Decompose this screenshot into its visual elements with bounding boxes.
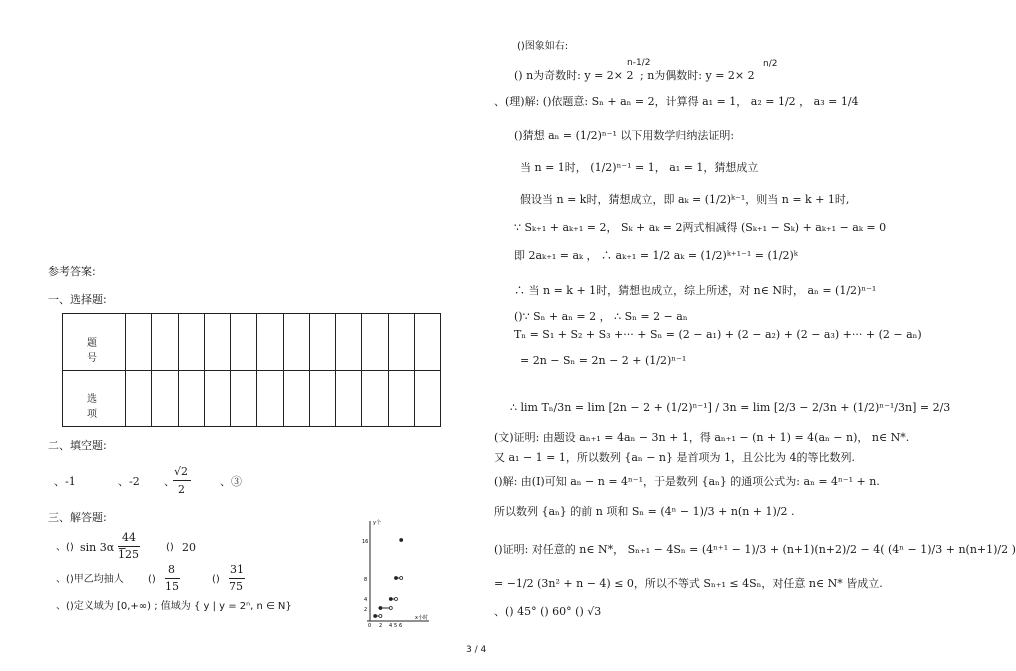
q2-part2-denominator: 15 — [165, 580, 179, 593]
graph-open-point — [400, 577, 403, 580]
table-cell — [152, 370, 178, 427]
graph-point — [400, 539, 403, 542]
section-solution-heading: 三、解答题: — [48, 511, 107, 524]
table-cell — [257, 370, 283, 427]
fill-answer-4: 、③ — [220, 475, 242, 488]
table-cell — [231, 314, 257, 371]
y-tick-2: 2 — [364, 607, 368, 613]
r1-line: ()图象如右: — [517, 41, 569, 52]
fill-answer-3-numerator: √2 — [174, 465, 189, 478]
graph-open-point — [389, 607, 392, 610]
q2-part2-label: () — [148, 574, 156, 585]
step-graph — [355, 515, 435, 627]
table-row — [63, 314, 441, 371]
table-cell — [336, 370, 362, 427]
x-tick-6: 6 — [399, 623, 403, 629]
reference-answer-title: 参考答案: — [48, 265, 96, 278]
table-cell — [309, 370, 335, 427]
section-fill-heading: 二、填空题: — [48, 439, 107, 452]
table-cell — [152, 314, 178, 371]
table-cell — [362, 314, 388, 371]
graph-open-point — [395, 598, 398, 601]
fill-answer-3-prefix: 、 — [164, 475, 175, 488]
y-tick-4: 4 — [364, 597, 368, 603]
y-axis-label: y个 — [373, 520, 381, 526]
fraction-bar — [229, 578, 245, 579]
r11-line: Tₙ = S₁ + S₂ + S₃ +··· + Sₙ = (2 − a₁) + (2 − a₂) + (2 − a₃) +··· + (2 − aₙ) — [514, 328, 922, 341]
r2-odd: () n为奇数时: y = 2× 2 — [514, 69, 634, 82]
table-cell — [257, 314, 283, 371]
x-tick-2: 2 — [379, 623, 383, 629]
x-tick-5: 5 — [394, 623, 398, 629]
r7-line: ∵ Sₖ₊₁ + aₖ₊₁ = 2， Sₖ + aₖ = 2两式相减得 (Sₖ₊₁ − Sₖ) + aₖ₊₁ − aₖ = 0 — [514, 221, 887, 234]
table-row-label-option: 选 项 — [63, 370, 126, 427]
r15-line: 又 a₁ − 1 = 1，所以数列 {aₙ − n} 是首项为 1，且公比为 4的等比数列. — [494, 451, 855, 464]
r9-line: ∴ 当 n = k + 1时，猜想也成立，综上所述，对 n∈ N时， aₙ = (1/2)ⁿ⁻¹ — [514, 284, 877, 297]
q2-part3-denominator: 75 — [229, 580, 243, 593]
table-cell — [178, 370, 204, 427]
r3-line: 、(理)解: ()依题意: Sₙ + aₙ = 2，计算得 a₁ = 1， a₂ = 1/2 ， a₃ = 1/4 — [494, 95, 859, 108]
r16-line: ()解: 由(Ⅰ)可知 aₙ − n = 4ⁿ⁻¹，于是数列 {aₙ} 的通项公式为: aₙ = 4ⁿ⁻¹ + n. — [494, 475, 880, 488]
page-number: 3 / 4 — [466, 645, 487, 655]
fraction-bar — [118, 546, 140, 547]
table-cell — [204, 314, 230, 371]
q1-numerator: 44 — [122, 531, 136, 544]
r8-line: 即 2aₖ₊₁ = aₖ ， ∴ aₖ₊₁ = 1/2 aₖ = (1/2)ᵏ⁺¹⁻¹ = (1/2)ᵏ — [514, 249, 798, 262]
q2-part3-numerator: 31 — [230, 563, 244, 576]
q2-part2-numerator: 8 — [168, 563, 175, 576]
graph-point — [389, 598, 392, 601]
q3-answer: 、()定义域为 [0,+∞) ; 值域为 { y | y = 2ⁿ, n ∈ N} — [56, 601, 292, 612]
graph-marks — [374, 539, 403, 618]
x-tick-4: 4 — [389, 623, 393, 629]
r14-line: (文)证明: 由题设 aₙ₊₁ = 4aₙ − 3n + 1，得 aₙ₊₁ − (n + 1) = 4(aₙ − n)， n∈ N*. — [494, 431, 910, 444]
r2-even: ; n为偶数时: y = 2× 2 — [640, 69, 755, 82]
table-row-label-number: 题 号 — [63, 314, 126, 371]
table-cell — [204, 370, 230, 427]
q1-lead: 、() — [56, 542, 74, 553]
r4-line: ()猜想 aₙ = (1/2)ⁿ⁻¹ 以下用数学归纳法证明: — [514, 129, 735, 142]
r6-line: 假设当 n = k时，猜想成立，即 aₖ = (1/2)ᵏ⁻¹，则当 n = k + 1时, — [520, 193, 850, 206]
graph-point — [374, 615, 377, 618]
table-cell — [362, 370, 388, 427]
section-choice-heading: 一、选择题: — [48, 293, 107, 306]
graph-point — [395, 577, 398, 580]
q2-part3-label: () — [212, 574, 220, 585]
table-cell — [178, 314, 204, 371]
r18-line: ()证明: 对任意的 n∈ N*， Sₙ₊₁ − 4Sₙ = (4ⁿ⁺¹ − 1)/3 + (n+1)(n+2)/2 − 4( (4ⁿ − 1)/3 + n(n+1)/2 ) — [494, 543, 1016, 556]
x-axis-label: x小时 — [415, 615, 428, 621]
r2-even-exponent: n/2 — [763, 59, 778, 69]
q1-expression: sin 3α = — [80, 541, 127, 554]
table-cell — [309, 314, 335, 371]
y-tick-8: 8 — [364, 577, 368, 583]
table-cell — [388, 314, 414, 371]
r5-line: 当 n = 1时， (1/2)ⁿ⁻¹ = 1， a₁ = 1，猜想成立 — [520, 161, 759, 174]
answer-table — [62, 313, 441, 427]
table-cell — [283, 370, 309, 427]
q1-part2-value: 20 — [182, 541, 196, 554]
graph-open-point — [379, 615, 382, 618]
r19-line: = −1/2 (3n² + n − 4) ≤ 0，所以不等式 Sₙ₊₁ ≤ 4Sₙ，对任意 n∈ N* 皆成立. — [494, 577, 883, 590]
fraction-bar — [165, 578, 180, 579]
fill-answer-2: 、-2 — [118, 475, 140, 488]
q2-lead: 、()甲乙均抽人 — [56, 574, 124, 585]
r10-line: ()∵ Sₙ + aₙ = 2 ， ∴ Sₙ = 2 − aₙ — [514, 310, 688, 323]
r20-line: 、() 45° () 60° () √3 — [494, 605, 602, 618]
r12-line: = 2n − Sₙ = 2n − 2 + (1/2)ⁿ⁻¹ — [520, 354, 687, 367]
fill-answer-1: 、-1 — [54, 475, 76, 488]
table-cell — [126, 370, 152, 427]
q1-part2-label: () — [166, 542, 174, 553]
table-cell — [126, 314, 152, 371]
fill-answer-3-denominator: 2 — [178, 483, 185, 496]
table-cell — [388, 370, 414, 427]
table-cell — [336, 314, 362, 371]
y-tick-16: 16 — [362, 539, 369, 545]
r13-line: ∴ lim Tₙ/3n = lim [2n − 2 + (1/2)ⁿ⁻¹] / 3n = lim [2/3 − 2/3n + (1/2)ⁿ⁻¹/3n] = 2/3 — [510, 401, 951, 414]
table-cell — [414, 370, 440, 427]
table-cell — [414, 314, 440, 371]
table-row — [63, 370, 441, 427]
q1-denominator: 125 — [118, 548, 139, 561]
r2-odd-exponent: n-1/2 — [627, 58, 651, 68]
fraction-bar — [173, 480, 191, 481]
table-cell — [231, 370, 257, 427]
x-tick-0: 0 — [368, 623, 372, 629]
r17-line: 所以数列 {aₙ} 的前 n 项和 Sₙ = (4ⁿ − 1)/3 + n(n + 1)/2 . — [494, 505, 795, 518]
graph-point — [379, 607, 382, 610]
table-cell — [283, 314, 309, 371]
